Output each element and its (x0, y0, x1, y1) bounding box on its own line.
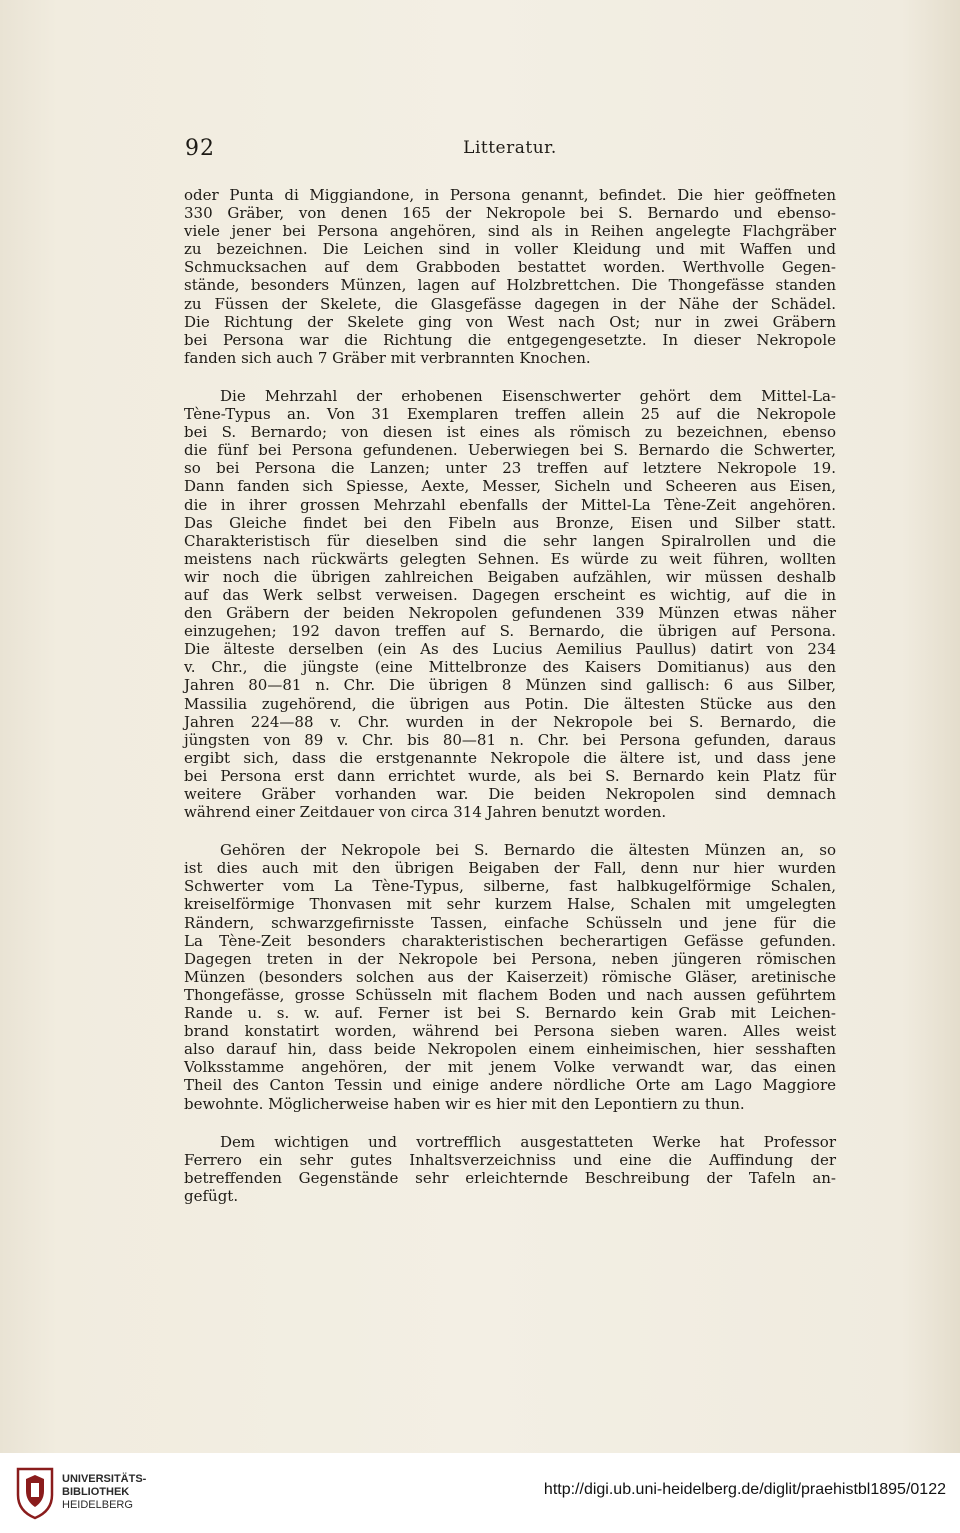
text-line: oder Punta di Miggiandone, in Persona genannt, befindet. Die hier geöffneten (184, 186, 836, 204)
text-line: stände, besonders Münzen, lagen auf Holzbrettchen. Die Thongefässe standen (184, 276, 836, 295)
page-number: 92 (185, 136, 215, 161)
text-line: Tène-Typus an. Von 31 Exemplaren treffen allein 25 auf die Nekropole (184, 405, 836, 424)
text-line: einzugehen; 192 davon treffen auf S. Bernardo, die übrigen auf Persona. (184, 622, 836, 641)
text-line: auf das Werk selbst verweisen. Dagegen erscheint es wichtig, auf die in (184, 585, 836, 604)
text-line: Münzen (besonders solchen aus der Kaiserzeit) römische Gläser, aretinische (184, 967, 836, 986)
text-line: die in ihrer grossen Mehrzahl ebenfalls der Mittel-La Tène-Zeit angehören. (184, 495, 836, 514)
paragraph (184, 387, 836, 821)
text-line: also darauf hin, dass beide Nekropolen einem einheimischen, hier sesshaften (184, 1040, 836, 1059)
text-line: betreffenden Gegenstände sehr erleichternde Beschreibung der Tafeln an- (184, 1168, 836, 1187)
text-line: ist dies auch mit den übrigen Beigaben der Fall, denn nur hier wurden (184, 859, 836, 878)
paragraph (184, 1133, 836, 1205)
text-line: den Gräbern der beiden Nekropolen gefundenen 339 Münzen etwas näher (184, 604, 836, 623)
text-line: kreiselförmige Thonvasen mit sehr kurzem Halse, Schalen mit umgelegten (184, 895, 836, 914)
university-seal-icon (14, 1465, 56, 1521)
library-name-line: HEIDELBERG (62, 1499, 133, 1511)
text-line: so bei Persona die Lanzen; unter 23 treffen auf letztere Nekropole 19. (184, 459, 836, 478)
text-line: ergibt sich, dass die erstgenannte Nekropole die ältere ist, und dass jene (184, 748, 836, 767)
text-line: v. Chr., die jüngste (eine Mittelbronze des Kaisers Domitianus) aus den (184, 658, 836, 677)
text-line: Rändern, schwarzgefirnisste Tassen, einfache Schüsseln und jene für die (184, 913, 836, 932)
text-line: Ferrero ein sehr gutes Inhaltsverzeichniss und eine die Auffindung der (184, 1150, 836, 1169)
text-line: Die Richtung der Skelete ging von West nach Ost; nur in zwei Gräbern (184, 312, 836, 331)
library-name-line: UNIVERSITÄTS- (62, 1473, 147, 1485)
body-text (184, 186, 836, 1205)
footer-bar (0, 1453, 960, 1533)
text-line: wir noch die übrigen zahlreichen Beigaben aufzählen, wir müssen deshalb (184, 567, 836, 586)
text-line: Jahren 224—88 v. Chr. wurden in der Nekropole bei S. Bernardo, die (184, 712, 836, 731)
text-line: Dann fanden sich Spiesse, Aexte, Messer, Sicheln und Scheeren aus Eisen, (184, 477, 836, 496)
text-line: viele jener bei Persona angehören, sind als in Reihen angelegte Flachgräber (184, 222, 836, 241)
text-line: bei S. Bernardo; von diesen ist eines als römisch zu bezeichnen, ebenso (184, 423, 836, 442)
text-line: die fünf bei Persona gefundenen. Ueberwiegen bei S. Bernardo die Schwerter, (184, 441, 836, 460)
paragraph (184, 841, 836, 1112)
page-header (185, 136, 835, 170)
text-line: Theil des Canton Tessin und einige andere nördliche Orte am Lago Maggiore (184, 1076, 836, 1095)
text-line: Schmucksachen auf dem Grabboden bestattet worden. Werthvolle Gegen- (184, 258, 836, 277)
text-line: weitere Gräber vorhanden war. Die beiden Nekropolen sind demnach (184, 785, 836, 803)
text-line: zu bezeichnen. Die Leichen sind in voller Kleidung und mit Waffen und (184, 240, 836, 259)
text-line: jüngsten von 89 v. Chr. bis 80—81 n. Chr. bei Persona gefunden, daraus (184, 730, 836, 749)
text-line: Thongefässe, grosse Schüsseln mit flachem Boden und nach aussen geführtem (184, 985, 836, 1004)
text-line: gefügt. (184, 1186, 239, 1205)
library-name-line: BIBLIOTHEK (62, 1486, 130, 1498)
paragraph (184, 186, 836, 367)
text-line: Dem wichtigen und vortrefflich ausgestatteten Werke hat Professor (220, 1132, 836, 1151)
text-line: Jahren 80—81 n. Chr. Die übrigen 8 Münzen sind gallisch: 6 aus Silber, (184, 676, 836, 695)
text-line: La Tène-Zeit besonders charakteristischen becherartigen Gefässe gefunden. (184, 931, 836, 950)
text-line: 330 Gräber, von denen 165 der Nekropole bei S. Bernardo und ebenso- (184, 204, 836, 223)
text-line: meistens nach rückwärts gelegten Sehnen. Es würde zu weit führen, wollten (184, 549, 836, 568)
text-line: Die älteste derselben (ein As des Lucius Aemilius Paullus) datirt von 234 (184, 640, 836, 659)
running-title: Litteratur. (463, 138, 557, 158)
text-line: fanden sich auch 7 Gräber mit verbrannten Knochen. (184, 348, 591, 367)
text-line: Schwerter vom La Tène-Typus, silberne, fast halbkugelförmige Schalen, (184, 877, 836, 896)
text-line: bewohnte. Möglicherweise haben wir es hier mit den Lepontiern zu thun. (184, 1094, 745, 1113)
text-line: bei Persona war die Richtung die entgegengesetzte. In dieser Nekropole (184, 330, 836, 349)
source-url-link[interactable]: http://digi.ub.uni-heidelberg.de/diglit/praehistbl1895/0122 (543, 1481, 946, 1498)
text-line: Dagegen treten in der Nekropole bei Persona, neben jüngeren römischen (184, 949, 836, 968)
text-line: Massilia zugehörend, die übrigen aus Potin. Die ältesten Stücke aus den (184, 694, 836, 713)
text-line: zu Füssen der Skelete, die Glasgefässe dagegen in der Nähe der Schädel. (184, 294, 836, 313)
text-line: Gehören der Nekropole bei S. Bernardo die ältesten Münzen an, so (220, 841, 836, 860)
text-line: Charakteristisch für dieselben sind die sehr langen Spiralrollen und die (184, 531, 836, 550)
text-line: bei Persona erst dann errichtet wurde, als bei S. Bernardo kein Platz für (184, 766, 836, 785)
text-line: Rande u. s. w. auf. Ferner ist bei S. Bernardo kein Grab mit Leichen- (184, 1004, 836, 1023)
text-line: Die Mehrzahl der erhobenen Eisenschwerter gehört dem Mittel-La- (220, 386, 836, 405)
text-line: Das Gleiche findet bei den Fibeln aus Bronze, Eisen und Silber statt. (184, 513, 836, 532)
text-line: brand konstatirt worden, während bei Persona sieben waren. Alles weist (184, 1022, 836, 1041)
text-line: Volksstamme angehören, der mit jenem Volke verwandt war, das einen (184, 1058, 836, 1077)
library-name (62, 1473, 146, 1512)
text-line: während einer Zeitdauer von circa 314 Jahren benutzt worden. (184, 803, 667, 822)
